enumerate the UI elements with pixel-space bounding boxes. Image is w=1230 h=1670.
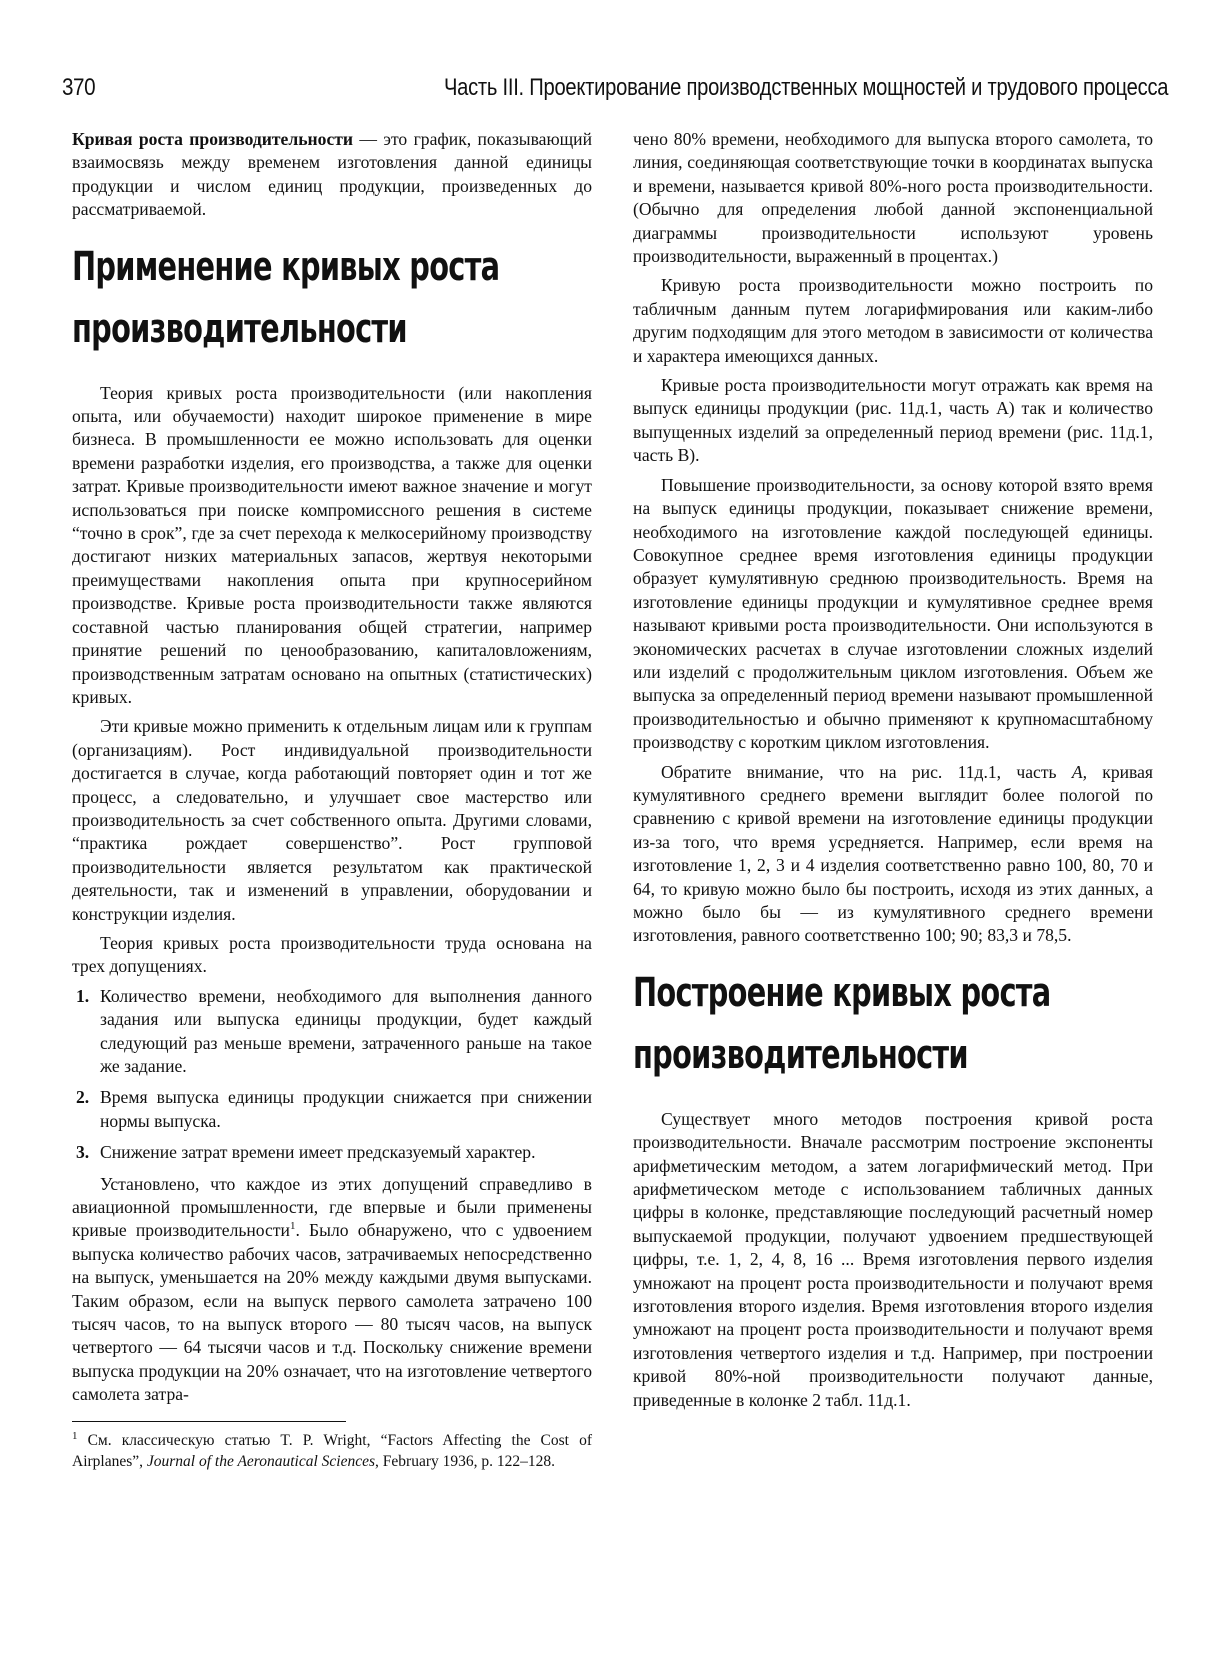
section-heading-application: [72, 236, 576, 360]
footnote-number: 1: [72, 1429, 78, 1442]
footnote: [72, 1430, 592, 1472]
paragraph-cumulative: Повышение производительности, за основу которой взято время на выпуск единицы продукции, показывает снижение времени, необходимого на изготовление каждой последующей единицы. Совокупное среднее время изготовления единицы продукции образует кумулятивную среднюю производительность. Время на изготовление единицы продукции и кумулятивное среднее время называют кривыми роста производительности. Они используются в экономических расчетах в случае изготовлении сложных изделий или изделий с продолжительным циклом изготовления. Объем же выпуска за определенный период времени называют промышленной производительностью и обычно применяют к крупномасштабному производству с коротким циклом изготовления.: [633, 474, 1153, 753]
paragraph-groups: Эти кривые можно применить к отдельным лицам или к группам (организациям). Рост индивидуальной производительности достигается в случае, когда работающий повторяет один и тот же процесс, а следовательно, и улучшает свое мастерство или производительность за счет собственного опыта. Другими словами, “практика рождает совершенство”. Рост групповой производительности является результатом как практической деятельности, так и изменений в управлении, оборудовании и конструкции изделия.: [72, 716, 592, 924]
list-item: [72, 985, 592, 1079]
heading-line-2: производительности: [72, 305, 407, 352]
footnote-text-b: , February 1936, p. 122–128.: [375, 1452, 555, 1470]
heading-line-2: производительности: [633, 1031, 968, 1078]
right-column: [633, 128, 1153, 1418]
heading-line-1: Применение кривых роста: [72, 243, 500, 290]
paragraph-example: [633, 761, 1153, 948]
list-item: [72, 1141, 592, 1164]
paragraph-arithmetic-method: Существует много методов построения кривой роста производительности. Вначале рассмотрим построение экспоненты арифметическим методом, а затем логарифмический метод. При арифметическом методе с использованием табличных данных цифры в колонке, представляющие последующий расчетный номер выпускаемой продукции, получают удвоением предшествующей цифры, т.е. 1, 2, 4, 8, 16 ... Время изготовления первого изделия умножают на процент роста производительности и получают время изготовления второго изделия. Время изготовления второго изделия умножают на процент роста производительности и получают время изготовления четвертого изделия и т.д. Например, при построении кривой 80%-ной производительности получают данные, приведенные в колонке 2 табл. 11д.1.: [633, 1108, 1153, 1410]
footnote-divider: [72, 1421, 346, 1422]
paragraph-example-italic: А,: [1071, 761, 1087, 782]
page-number: 370: [62, 74, 96, 101]
paragraph-example-text-b: кривая кумулятивного среднего времени выглядит более пологой по сравнению с кривой времени на изготовление единицы продукции из-за того, что время усредняется. Например, если время на изготовление 1, 2, 3 и 4 изделия соответственно равно 100, 80, 70 и 64, то кривую можно было бы построить, исходя из этих данных, а можно было бы — из кумулятивного среднего времени изготовления, равного соответственно 100; 90; 83,3 и 78,5.: [633, 761, 1154, 946]
paragraph-continuation: чено 80% времени, необходимого для выпуска второго самолета, то линия, соединяющая соответствующие точки в координатах выпуска и времени, называется кривой 80%-ного роста производительности. (Обычно для определения любой данной экспоненциальной диаграммы производительности используют уровень производительности, выраженный в процентах.): [633, 129, 1153, 267]
paragraph-aviation-text-b: . Было обнаружено, что с удвоением выпуска количество рабочих часов, затрачиваемых непосредственно на выпуск, уменьшается на 20% между каждыми двумя выпусками. Таким образом, если на выпуск первого самолета затрачено 100 тысяч часов, то на выпуск второго — 80 тысяч часов, на выпуск четвертого — 64 тысячи часов и т.д. Поскольку снижение времени выпуска продукции на 20% означает, что на изготовление четвертого самолета затра-: [72, 1220, 592, 1405]
list-item: [72, 1086, 592, 1133]
paragraph-aviation-text-a: Установлено, что каждое из этих допущений справедливо в авиационной промышленности, где впервые и были применены кривые производительности: [72, 1173, 592, 1241]
definition-text: — это график, показывающий взаимосвязь между временем изготовления данной единицы продукции и числом единиц продукции, произведенных до рассматриваемой.: [72, 129, 592, 220]
paragraph-theory: Теория кривых роста производительности (или накопления опыта, или обучаемости) находит широкое применение в мире бизнеса. В промышленности ее можно использовать для оценки времени разработки изделия, его производства, а также для оценки затрат. Кривые производительности имеют важное значение и могут использоваться при поиске компромиссного решения в системе “точно в срок”, где за счет перехода к мелкосерийному производству достигают низких материальных запасов, жертвуя некоторыми преимуществами накопления опыта при крупносерийном производстве. Кривые роста производительности также являются составной частью планирования общей стратегии, например принятие решений по ценообразованию, капиталовложениям, производственным затратам основано на опытных (статистических) кривых.: [72, 382, 592, 707]
list-text: Количество времени, необходимого для выполнения данного задания или выпуска единицы продукции, будет каждый следующий раз меньше времени, затраченного раньше на такое же задание.: [100, 985, 592, 1076]
left-column: [72, 128, 592, 1472]
list-text: Время выпуска единицы продукции снижается при снижении нормы выпуска.: [100, 1087, 592, 1131]
list-number: 1.: [76, 985, 90, 1006]
running-header: Часть III. Проектирование производственных мощностей и трудового процесса: [443, 74, 1168, 101]
footnote-ref: 1: [289, 1220, 296, 1233]
footnote-journal: Journal of the Aeronautical Sciences: [146, 1452, 376, 1470]
list-number: 2.: [76, 1087, 90, 1108]
assumptions-list: [72, 985, 592, 1165]
definition-paragraph: [72, 128, 592, 222]
section-heading-construction: [633, 962, 1137, 1086]
defined-term: Кривая роста производительности: [72, 129, 354, 149]
paragraph-curve-types: Кривые роста производительности могут отражать как время на выпуск единицы продукции (рис. 11д.1, часть А) так и количество выпущенных изделий за определенный период времени (рис. 11д.1, часть В).: [633, 375, 1153, 466]
paragraph-aviation: [72, 1173, 592, 1407]
paragraph-construction-methods: Кривую роста производительности можно построить по табличным данным путем логарифмирования или каким-либо другим подходящим для этого методом в зависимости от количества и характера имеющихся данных.: [633, 275, 1153, 366]
footnote-text-a: См. классическую статью T. P. Wright, “Factors Affecting the Cost of Airplanes”,: [72, 1431, 592, 1470]
list-number: 3.: [76, 1142, 90, 1163]
paragraph-assumptions-intro: Теория кривых роста производительности труда основана на трех допущениях.: [72, 932, 592, 977]
list-text: Снижение затрат времени имеет предсказуемый характер.: [100, 1142, 536, 1163]
paragraph-example-text-a: Обратите внимание, что на рис. 11д.1, часть: [661, 761, 1072, 782]
heading-line-1: Построение кривых роста: [633, 969, 1051, 1016]
